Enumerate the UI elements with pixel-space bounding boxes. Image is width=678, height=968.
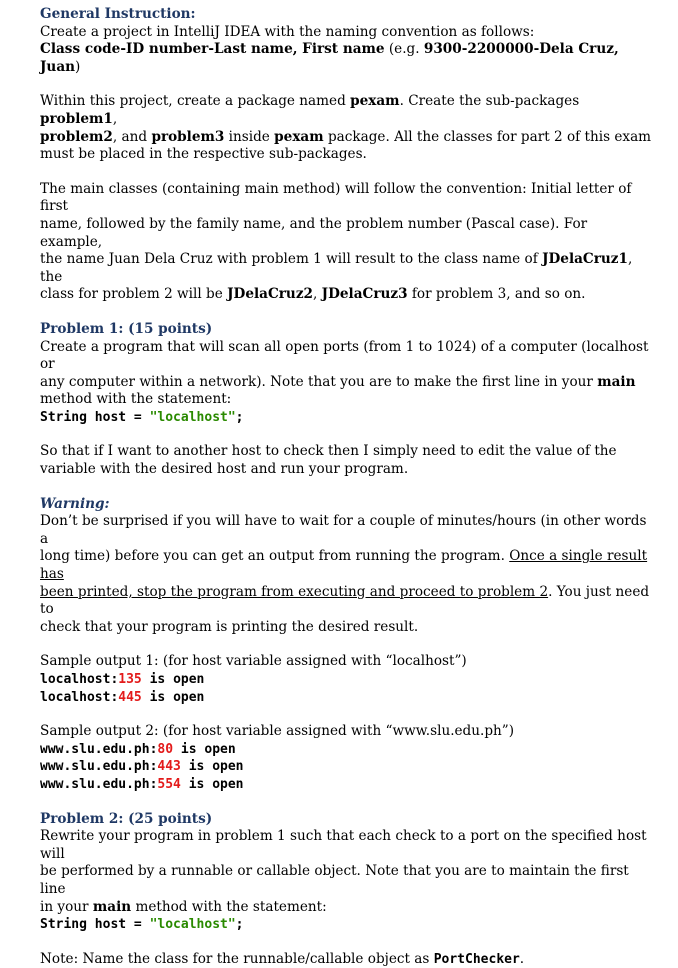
problem1-line3: method with the statement: — [40, 391, 232, 408]
package-paragraph: Within this project, create a package named pexam. Create the sub-packages problem1, — [40, 93, 580, 127]
sample2-row: www.slu.edu.ph:80 is open — [40, 741, 236, 757]
problem1-para2-line2: variable with the desired host and run your program. — [40, 461, 409, 478]
sample2-label: Sample output 2: (for host variable assigned with “www.slu.edu.ph”) — [40, 723, 515, 740]
class-convention-line2: name, followed by the family name, and the problem number (Pascal case). For example, — [40, 215, 588, 250]
warning-line2: long time) before you can get an output from running the program. Once a single result has — [40, 548, 648, 583]
problem2-line1: Rewrite your program in problem 1 such that each check to a port on the specified host will — [40, 828, 647, 862]
general-line: Create a project in IntelliJ IDEA with the naming convention as follows: — [40, 23, 535, 40]
problem1-heading: Problem 1: (15 points) — [40, 320, 213, 337]
problem1-line1: Create a program that will scan all open ports (from 1 to 1024) of a computer (localhost or — [40, 338, 649, 373]
sample1-row: localhost:135 is open — [40, 672, 205, 687]
sample1-row: localhost:445 is open — [40, 689, 205, 705]
class-convention-line1: The main classes (containing main method) will follow the convention: Initial letter of first — [40, 180, 632, 215]
sample1-label: Sample output 1: (for host variable assigned with “localhost”) — [40, 653, 467, 670]
problem2-heading: Problem 2: (25 points) — [40, 810, 213, 827]
naming-convention-line: Class code-ID number-Last name, First name (e.g. 9300-2200000-Dela Cruz, Juan) — [40, 41, 619, 75]
sample2-row: www.slu.edu.ph:443 is open — [40, 759, 244, 775]
problem1-para2-line1: So that if I want to another host to check then I simply need to edit the value of the — [40, 443, 617, 460]
package-paragraph-line3: must be placed in the respective sub-packages. — [40, 146, 367, 163]
warning-heading: Warning: — [40, 495, 110, 512]
warning-line4: check that your program is printing the desired result. — [40, 618, 419, 635]
problem2-line3: in your main method with the statement: — [40, 898, 327, 915]
warning-line3: been printed, stop the program from executing and proceed to problem 2. You just need to — [40, 583, 650, 618]
package-paragraph-line2: problem2, and problem3 inside pexam package. All the classes for part 2 of this exam — [40, 128, 652, 145]
class-convention-line4: class for problem 2 will be JDelaCruz2, JDelaCruz3 for problem 3, and so on. — [40, 286, 586, 303]
problem2-code-line: String host = "localhost"; — [40, 917, 244, 933]
sample2-row: www.slu.edu.ph:554 is open — [40, 776, 244, 792]
problem2-note: Note: Name the class for the runnable/callable object as PortChecker. — [40, 950, 525, 967]
problem2-line2: be performed by a runnable or callable object. Note that you are to maintain the first line — [40, 863, 629, 897]
problem1-code-line: String host = "localhost"; — [40, 409, 244, 425]
warning-line1: Don’t be surprised if you will have to wait for a couple of minutes/hours (in other words a — [40, 513, 647, 547]
class-convention-line3: the name Juan Dela Cruz with problem 1 will result to the class name of JDelaCruz1, the — [40, 251, 633, 285]
general-heading: General Instruction: — [40, 6, 196, 22]
problem1-line2: any computer within a network). Note that you are to make the first line in your main — [40, 373, 636, 390]
